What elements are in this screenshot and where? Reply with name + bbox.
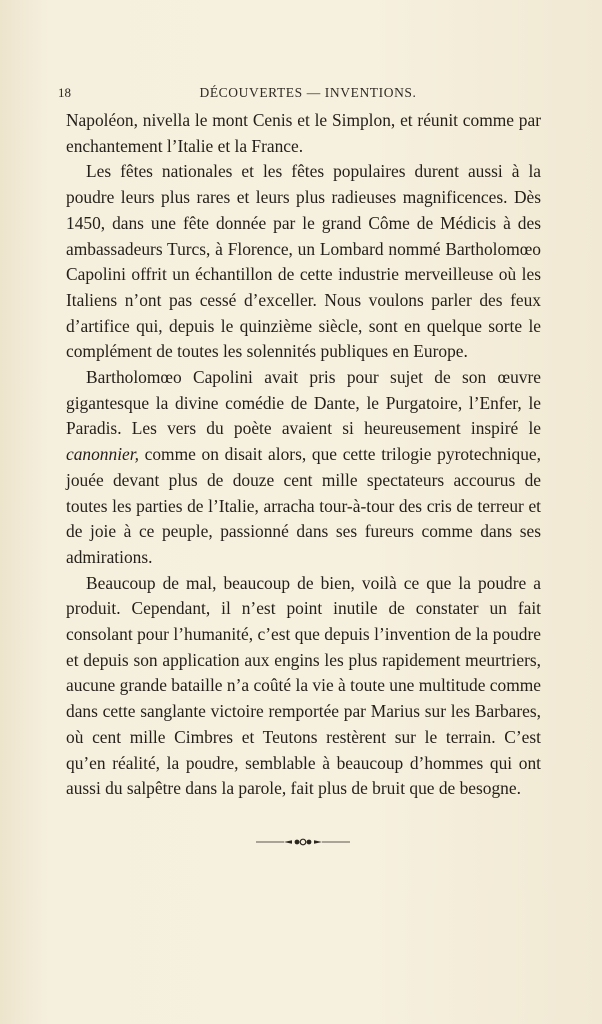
tailpiece-ornament-icon	[256, 838, 350, 846]
paragraph-4: Beaucoup de mal, beaucoup de bien, voilà ce que la poudre a produit. Cependant, il n’est point inutile de constater un fait consolant pour l’humanité, c’est que depuis l’invention de la poudre et depuis son application aux engins les plus rapidement meurtriers, aucune grande bataille n’a coûté la vie à toute une multitude comme dans cette sanglante victoire remportée par Marius sur les Barbares, où cent mille Cimbres et Teutons restèrent sur le terrain. C’est qu’en réalité, la poudre, semblable à beaucoup d’hommes qui ont aussi du salpêtre dans la parole, fait plus de bruit que de besogne.	[66, 572, 541, 799]
running-head-title: DÉCOUVERTES — INVENTIONS.	[199, 85, 417, 100]
italic-term-canonnier: canonnier,	[66, 444, 139, 465]
paragraph-3-text-end: comme on disait alors, que cette trilogie pyrotechnique, jouée devant plus de douze cent mille spectateurs accourus de toutes les parties de l’Italie, arracha tour-à-tour des cris de terreur et de joie à ce peuple, passionné dans ses fureurs comme dans ses admirations.	[66, 444, 541, 567]
paragraph-3-text-start: Bartholomœo Capolini avait pris pour sujet de son œuvre gigantesque la divine comédie de Dante, le Purgatoire, l’Enfer, le Paradis. Les vers du poète avaient si heureusement inspiré le	[66, 367, 541, 439]
paragraph-3	[66, 365, 541, 571]
page-number: 18	[58, 85, 71, 100]
running-head	[58, 85, 558, 105]
paragraph-1: Napoléon, nivella le mont Cenis et le Simplon, et réunit comme par enchantement l’Italie et la France.	[66, 110, 541, 156]
paragraph-2: Les fêtes nationales et les fêtes populaires durent aussi à la poudre leurs plus rares et leurs plus radieuses magnificences. Dès 1450, dans une fête donnée par le grand Côme de Médicis à des ambassadeurs Turcs, à Florence, un Lombard nommé Bartholomœo Capolini offrit un échantillon de cette industrie merveilleuse où les Italiens n’ont pas cessé d’exceller. Nous voulons parler des feux d’artifice qui, depuis le quinzième siècle, sont en quelque sorte le complément de toutes les solennités publiques en Europe.	[66, 161, 541, 362]
body-text	[66, 108, 541, 802]
